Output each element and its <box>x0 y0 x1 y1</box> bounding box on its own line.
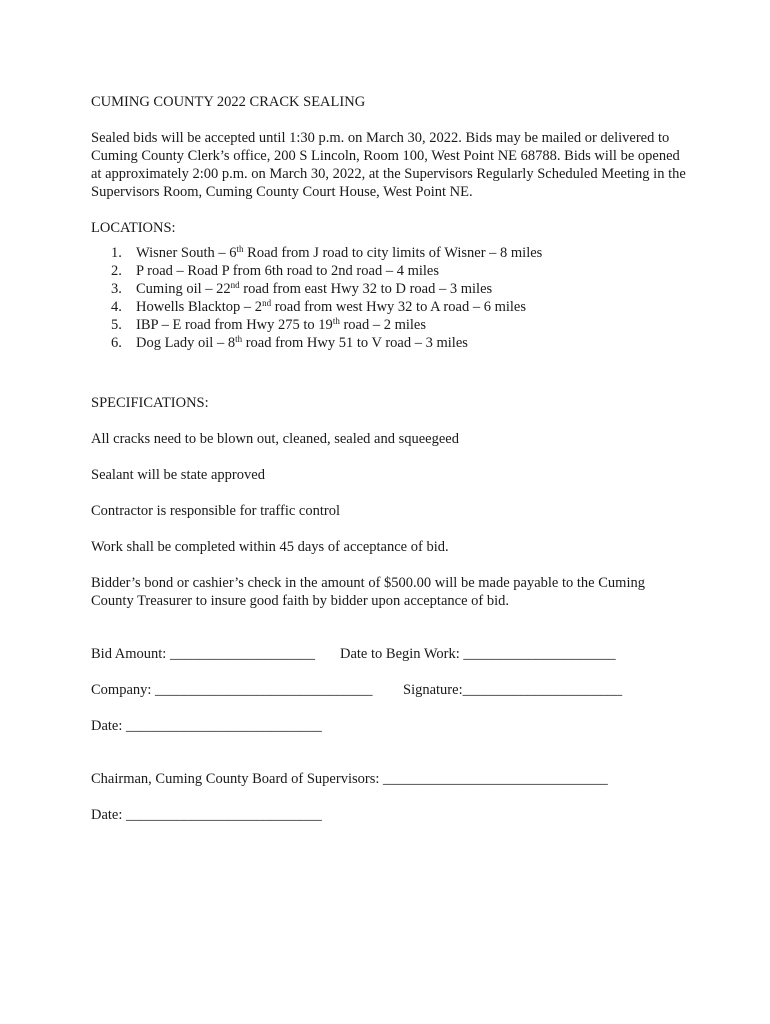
intro-paragraph: Sealed bids will be accepted until 1:30 p.m. on March 30, 2022. Bids may be mailed or delivered to Cuming County Clerk’s office, 200 S Lincoln, Room 100, West Point NE 68788. Bids will be opened at approximately 2:00 p.m. on March 30, 2022, at the Supervisors Regularly Scheduled Meeting in the Supervisors Room, Cuming County Court House, West Point NE. <box>91 130 686 200</box>
specifications-heading: SPECIFICATIONS: <box>91 395 209 411</box>
signature-field[interactable]: Signature:______________________ <box>403 682 623 698</box>
chairman-signature-field[interactable]: Chairman, Cuming County Board of Supervisors: _______________________________ <box>91 771 608 787</box>
company-field[interactable]: Company: ______________________________ <box>91 682 373 698</box>
location-item: 3. Cuming oil – 22nd road from east Hwy 32 to D road – 3 miles <box>111 280 493 297</box>
specification-item: All cracks need to be blown out, cleaned, sealed and squeegeed <box>91 431 459 447</box>
document-title: CUMING COUNTY 2022 CRACK SEALING <box>91 94 366 110</box>
date-to-begin-field[interactable]: Date to Begin Work: _____________________ <box>340 646 616 662</box>
locations-heading: LOCATIONS: <box>91 220 176 236</box>
location-item: 1. Wisner South – 6th Road from J road to city limits of Wisner – 8 miles <box>111 244 543 261</box>
specification-item: Bidder’s bond or cashier’s check in the amount of $500.00 will be made payable to the Cuming County Treasurer to insure good faith by bidder upon acceptance of bid. <box>91 575 645 609</box>
specification-item: Work shall be completed within 45 days of acceptance of bid. <box>91 539 449 555</box>
bid-amount-field[interactable]: Bid Amount: ____________________ <box>91 646 315 662</box>
location-item: 6. Dog Lady oil – 8th road from Hwy 51 to V road – 3 miles <box>111 334 468 351</box>
specification-item: Sealant will be state approved <box>91 467 265 483</box>
chairman-date-field[interactable]: Date: ___________________________ <box>91 807 322 823</box>
location-item: 5. IBP – E road from Hwy 275 to 19th road – 2 miles <box>111 316 427 333</box>
date-field[interactable]: Date: ___________________________ <box>91 718 322 734</box>
location-item: 2. P road – Road P from 6th road to 2nd road – 4 miles <box>111 263 439 279</box>
specification-item: Contractor is responsible for traffic control <box>91 503 340 519</box>
location-item: 4. Howells Blacktop – 2nd road from west Hwy 32 to A road – 6 miles <box>111 298 526 315</box>
locations-list <box>91 244 542 352</box>
